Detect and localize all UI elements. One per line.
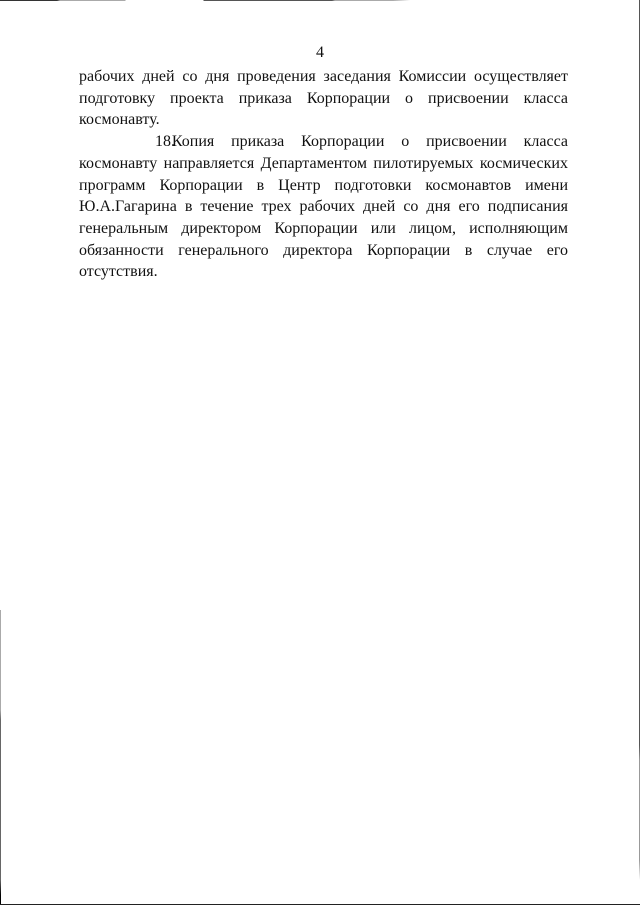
page-number: 4 — [316, 44, 324, 61]
item-number: 18. — [155, 133, 175, 151]
document-body — [79, 66, 568, 283]
scan-edge-left — [0, 610, 1, 905]
paragraph-item-18 — [79, 131, 568, 283]
item-text: Копия приказа Корпорации о присвоении класса космонавту направляется Департаментом пилотируемых космических программ Корпорации в Центр подготовки космонавтов имени Ю.А.Гагарина в течение трех рабочих дней со дня его подписания генеральным директором Корпорации или лицом, исполняющим обязанности генерального директора Корпорации в случае его отсутствия. — [79, 133, 569, 281]
scan-edge-top — [0, 0, 640, 1]
paragraph-continuation: рабочих дней со дня проведения заседания Комиссии осуществляет подготовку проекта приказа Корпорации о присвоении класса космонавту. — [79, 68, 568, 129]
